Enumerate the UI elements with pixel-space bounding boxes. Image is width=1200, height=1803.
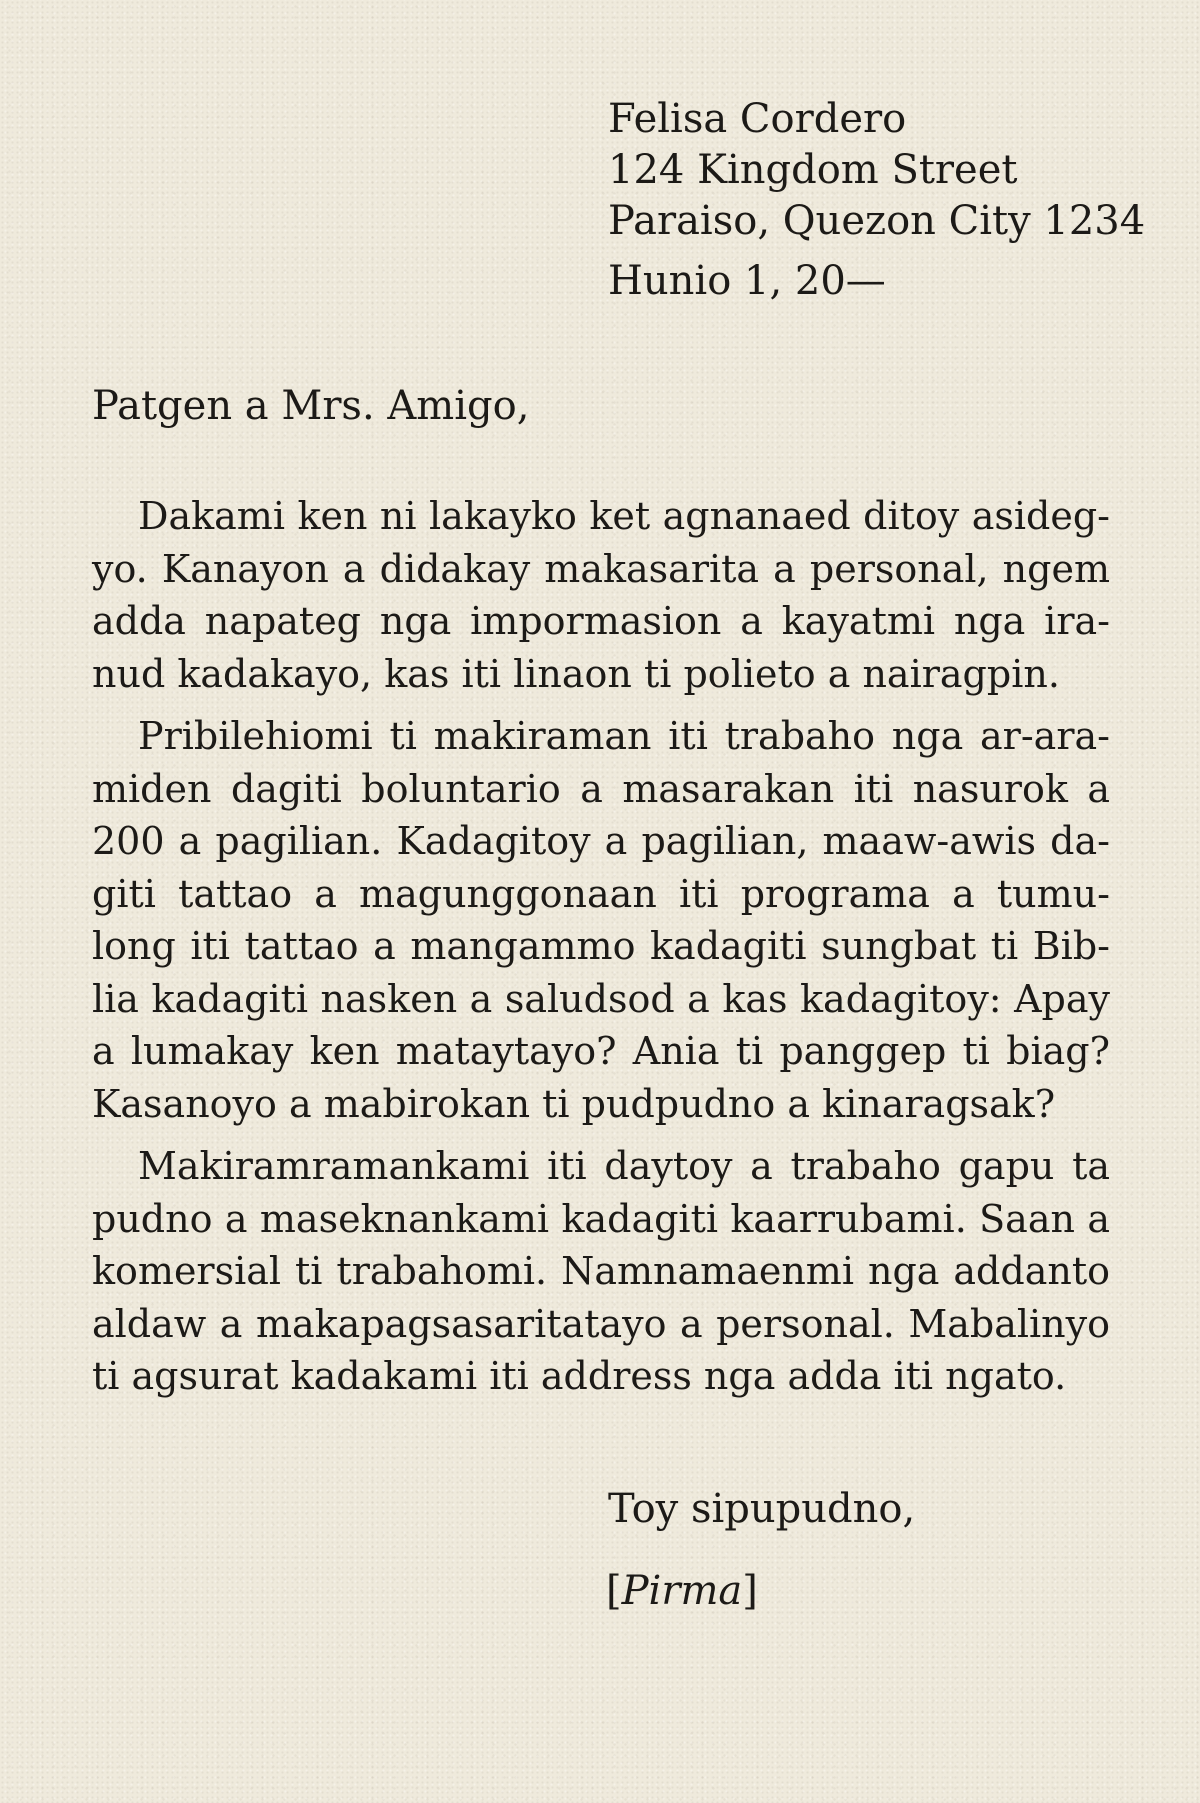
salutation: Patgen a Mrs. Amigo, — [92, 383, 530, 429]
complimentary-close: Toy sipupudno, — [608, 1486, 916, 1532]
signature-close-bracket: ] — [742, 1568, 758, 1614]
signature-placeholder — [606, 1566, 758, 1617]
letter-date: Hunio 1, 20— — [608, 258, 886, 304]
letter-body — [92, 490, 1110, 1413]
return-address — [608, 94, 1145, 247]
signature-word: Pirma — [621, 1568, 743, 1614]
sender-city: Paraiso, Quezon City 1234 — [608, 198, 1146, 244]
sender-street: 124 Kingdom Street — [608, 147, 1018, 193]
signature-open-bracket: [ — [606, 1568, 622, 1614]
body-paragraph-1: Dakami ken ni lakayko ket agnanaed ditoy asidegyo. Kanayon a didakay makasarita a personal, ngem adda napateg nga impormasion a kayatmi nga iranud kadakayo, kas iti linaon ti polieto a nairagpin. — [92, 494, 1110, 696]
sender-name: Felisa Cordero — [608, 96, 907, 142]
body-paragraph-2: Pribilehiomi ti makiraman iti trabaho nga ar-aramiden dagiti boluntario a masarakan iti nasurok a 200 a pagilian. Kadagitoy a pagilian, maaw-awis dagiti tattao a magunggonaan iti programa a tumulong iti tattao a mangammo kadagiti sungbat ti Biblia kadagiti nasken a saludsod a kas kadagitoy: Apay a lumakay ken mataytayo? Ania ti panggep ti biag? Kasanoyo a mabirokan ti pudpudno a kinaragsak? — [92, 714, 1110, 1126]
body-paragraph-3: Makiramramankami iti daytoy a trabaho gapu ta pudno a maseknankami kadagiti kaarrubami. Saan a komersial ti trabahomi. Namnamaenmi nga addanto aldaw a makapagsasaritatayo a personal. Mabalinyo ti agsurat kadakami iti address nga adda iti ngato. — [92, 1144, 1110, 1398]
